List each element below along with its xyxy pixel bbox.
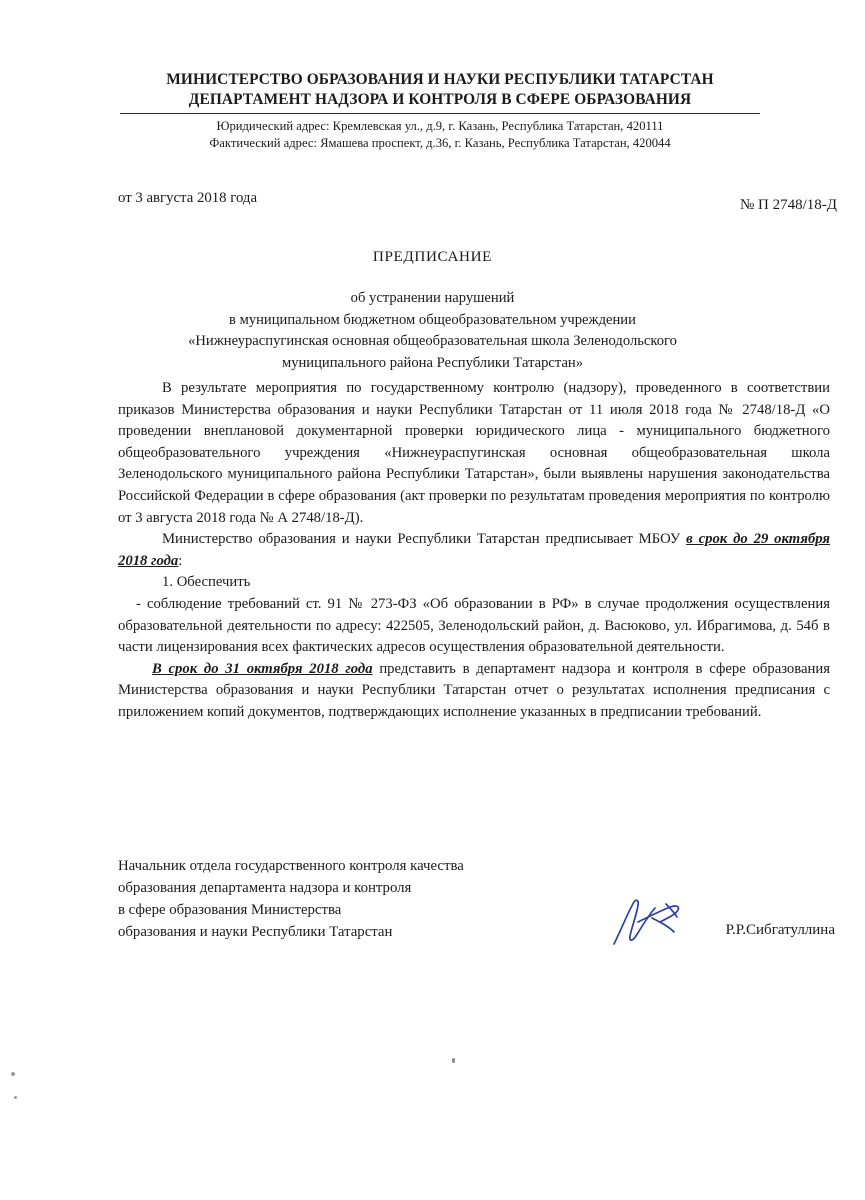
report-deadline: В срок до 31 октября 2018 года — [152, 660, 373, 677]
paragraph-report-deadline — [118, 659, 830, 724]
document-date: от 3 августа 2018 года — [118, 190, 258, 206]
document-subtitle — [0, 288, 865, 374]
legal-address: Юридический адрес: Кремлевская ул., д.9, г. Казань, Республика Татарстан, 420111 — [216, 119, 664, 133]
scan-artifact — [14, 1096, 17, 1099]
header-divider — [120, 113, 760, 114]
order-deadline: в срок до 29 октября 2018 года — [118, 531, 830, 569]
scan-artifact — [11, 1072, 15, 1076]
signer-position-line-3: в сфере образования Министерства — [118, 902, 342, 918]
handwritten-signature-icon — [608, 898, 688, 946]
signer-position-line-1: Начальник отдела государственного контроля качества — [118, 858, 464, 874]
actual-address: Фактический адрес: Ямашева проспект, д.36, г. Казань, Республика Татарстан, 420044 — [209, 136, 671, 150]
subtitle-line-1: об устранении нарушений — [350, 290, 515, 306]
requirement-1-text: - соблюдение требований ст. 91 № 273-ФЗ «Об образовании в РФ» в случае продолжения осуществления образовательной деятельности по адресу: 422505, Зеленодольский район, д. Васюково, ул. Ибрагимова, д. 54б в части лицензирования всех фактических адресов осуществления образовательной деятельности. — [118, 595, 830, 656]
signer-position-line-4: образования и науки Республики Татарстан — [118, 924, 393, 940]
signer-name: Р.Р.Сибгатуллина — [725, 922, 835, 938]
scan-artifact — [452, 1058, 455, 1063]
signer-position-line-2: образования департамента надзора и контроля — [118, 880, 412, 896]
order-text-before: Министерство образования и науки Республики Татарстан предписывает МБОУ — [162, 531, 687, 548]
order-text-after: : — [178, 552, 183, 569]
requirement-1-title: 1. Обеспечить — [162, 574, 251, 591]
subtitle-line-3: «Нижнеураспугинская основная общеобразовательная школа Зеленодольского — [188, 333, 677, 349]
department-name-line-2: ДЕПАРТАМЕНТ НАДЗОРА И КОНТРОЛЯ В СФЕРЕ ОБРАЗОВАНИЯ — [188, 91, 692, 108]
document-number: № П 2748/18-Д — [739, 197, 837, 213]
subtitle-line-4: муниципального района Республики Татарстан» — [281, 354, 584, 371]
report-text: представить в департамент надзора и контроля в сфере образования Министерства образования и науки Республики Татарстан отчет о результатах исполнения предписания с приложением копий документов, подтверждающих исполнение указанных в предписании требований. — [118, 660, 831, 720]
page-title: ПРЕДПИСАНИЕ — [372, 248, 493, 265]
signer-position — [118, 855, 464, 943]
ministry-name-line-1: МИНИСТЕРСТВО ОБРАЗОВАНИЯ И НАУКИ РЕСПУБЛИКИ ТАТАРСТАН — [166, 71, 714, 88]
letterhead — [120, 70, 760, 152]
document-body — [118, 378, 830, 724]
subtitle-line-2: в муниципальном бюджетном общеобразовательном учреждении — [229, 311, 636, 328]
paragraph-order — [118, 529, 830, 572]
paragraph-findings: В результате мероприятия по государственному контролю (надзору), проведенного в соответствии приказов Министерства образования и науки Республики Татарстан от 11 июля 2018 года № 2748/18-Д «О проведении внеплановой документарной проверки юридического лица - муниципального бюджетного общеобразовательного учреждения «Нижнеураспугинская основная общеобразовательная школа Зеленодольского муниципального района Республики Татарстан», были выявлены нарушения законодательства Российской Федерации в сфере образования (акт проверки по результатам проведения мероприятия по контролю от 3 августа 2018 года № А 2748/18-Д). — [118, 380, 830, 526]
